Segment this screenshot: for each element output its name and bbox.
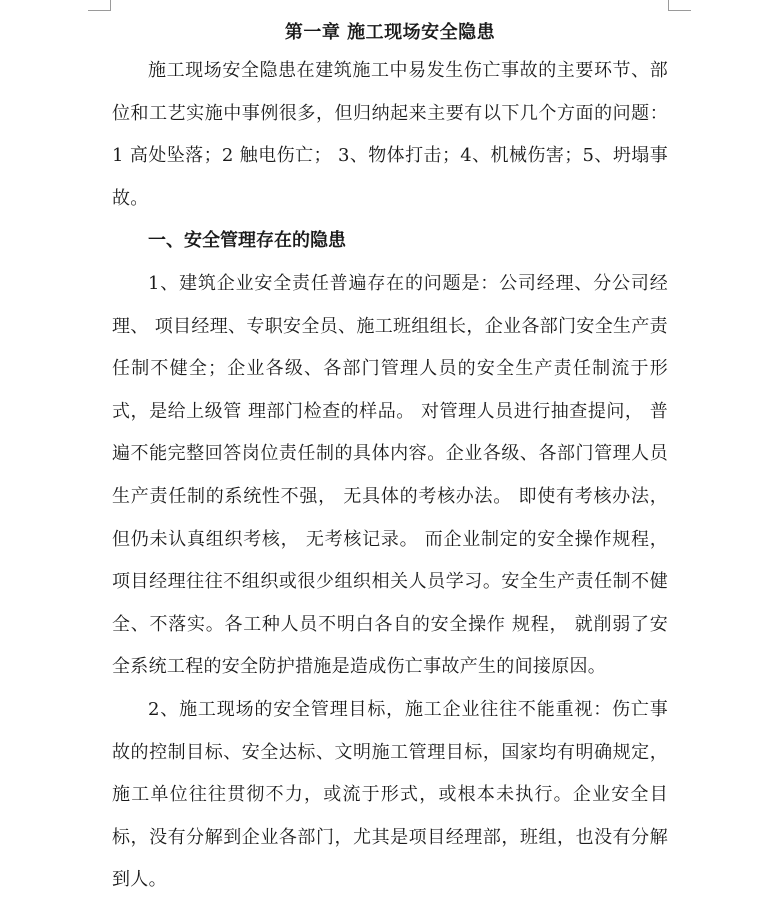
page-margin-marker-right xyxy=(668,0,691,11)
intro-paragraph: 施工现场安全隐患在建筑施工中易发生伤亡事故的主要环节、部位和工艺实施中事例很多，但归纳起来主要有以下几个方面的问题：1 高处坠落；2 触电伤亡； 3、物体打击；4、机械伤害；5、坍塌事故。 xyxy=(112,60,668,209)
body-paragraph-2: 2、施工现场的安全管理目标，施工企业往往不能重视：伤亡事故的控制目标、安全达标、文明施工管理目标，国家均有明确规定，施工单位往往贯彻不力，或流于形式，或根本未执行。企业安全目标，没有分解到企业各部门，尤其是项目经理部，班组，也没有分解到人。 xyxy=(112,698,668,891)
document-body xyxy=(112,16,668,902)
page-margin-marker-left xyxy=(88,0,111,11)
section-heading: 一、安全管理存在的隐患 xyxy=(148,230,346,252)
body-paragraph-1: 1、建筑企业安全责任普遍存在的问题是：公司经理、分公司经理、 项目经理、专职安全员、施工班组组长，企业各部门安全生产责任制不健全；企业各级、各部门管理人员的安全生产责任制流于形式，是给上级管 理部门检查的样品。 对管理人员进行抽查提问， 普遍不能完整回答岗位责任制的具体内容。企业各级、各部门管理人员生产责任制的系统性不强， 无具体的考核办法。 即使有考核办法，但仍未认真组织考核， 无考核记录。 而企业制定的安全操作规程，项目经理往往不组织或很少组织相关人员学习。安全生产责任制不健全、不落实。各工种人员不明白各自的安全操作 规程， 就削弱了安全系统工程的安全防护措施是造成伤亡事故产生的间接原因。 xyxy=(112,272,668,678)
chapter-title: 第一章 施工现场安全隐患 xyxy=(284,22,496,43)
